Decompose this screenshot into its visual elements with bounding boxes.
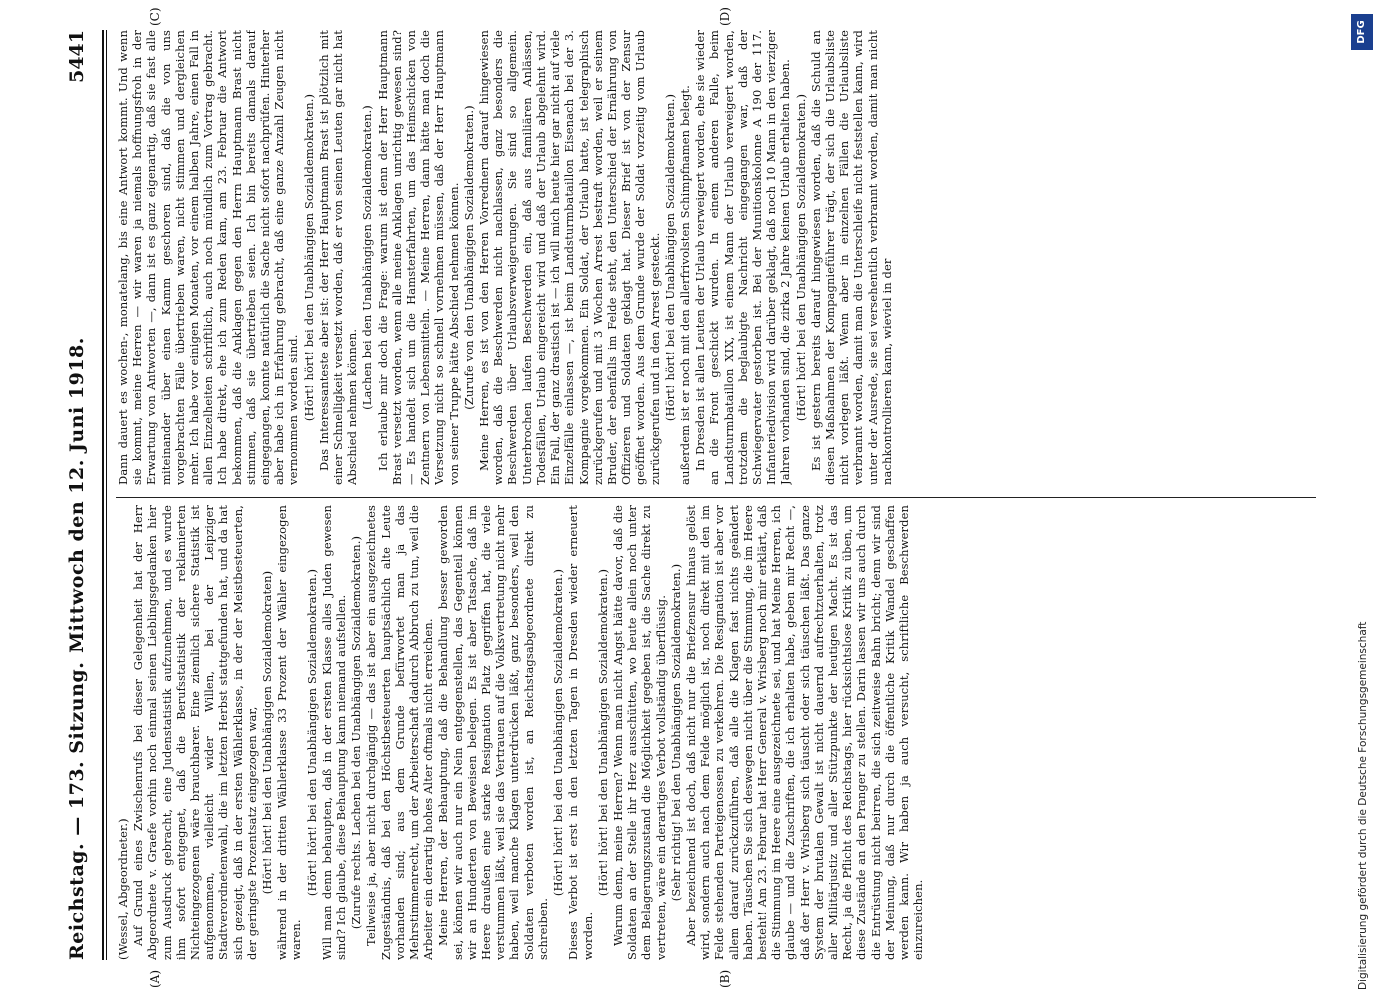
page-number: 5441 bbox=[66, 30, 88, 83]
paragraph: Ich erlaube mir doch die Frage: warum ist denn der Herr Hauptmann Brast versetzt worden, wenn alle meine Anklagen unrichtig gewesen sind? — Es handelt sich um die Hamsterfahrten, um das Heimschicken von Zentnern von Lebensmitteln. — Meine Herren, dann hätte man doch die Versetzung nicht so schnell vornehmen müssen, daß der Herr Hauptmann von seiner Truppe hätte Abschied nehmen können. bbox=[375, 30, 461, 485]
paragraph: außerdem ist er noch mit den allerfrivolsten Schimpfnamen belegt. bbox=[677, 85, 692, 485]
paragraph: Das Interessanteste aber ist: der Herr Hauptmann Brast ist plötzlich mit einer Schnelligkeit versetzt worden, daß er von seinen Leuten gar nicht hat Abschied nehmen können. bbox=[316, 30, 360, 485]
interjection: (Hört! hört! bei den Unabhängigen Sozialdemokraten.) bbox=[595, 568, 610, 897]
interjection: (Zurufe von den Unabhängigen Sozialdemokraten.) bbox=[461, 105, 476, 410]
paragraph: Will man denn behaupten, daß in der ersten Klasse alles Juden gewesen sind? Ich glaube, diese Behauptung kann niemand aufstellen. bbox=[319, 505, 349, 960]
paragraph: Meine Herren, es ist von den Herren Vorrednern darauf hingewiesen worden, daß die Beschwerden nicht nachlassen, ganz besonders die Beschwerden über Urlaubsverweigerungen. Sie sind so allgemein. Unterbrochen laufen Beschwerden ein, daß aus familiären Anlässen, Todesfällen, Urlaub eingereicht wird und daß der Urlaub abgelehnt wird. Ein Fall, der ganz drastisch ist — ich will mich heute hier gar nicht auf viele Einzelfälle einlassen —, ist beim Landsturmbataillon Eisenach bei der 3. Kompagnie vorgekommen. Ein Soldat, der Urlaub hatte, ist telegraphisch zurückgerufen und mit 3 Wochen Arrest bestraft worden, weil er seinem Bruder, der ebenfalls im Felde steht, den Unterschied der Ernährung von Offizieren und Soldaten geklagt hat. Dieser Brief ist von der Zensur geöffnet worden. Aus dem Grunde wurde der Soldat vorzeitig vom Urlaub zurückgerufen und in den Arrest gesteckt. bbox=[477, 30, 662, 485]
interjection: (Hört! hört! bei den Unabhängigen Sozialdemokraten.) bbox=[662, 93, 677, 422]
interjection: (Sehr richtig! bei den Unabhängigen Sozialdemokraten.) bbox=[668, 563, 683, 902]
rotated-page-content bbox=[18, 0, 1336, 1000]
speaker-line: (Wessel, Abgeordneter.) bbox=[116, 818, 130, 960]
interjection: (Lachen bei den Unabhängigen Sozialdemokraten.) bbox=[360, 105, 375, 410]
interjection: (Hört! hört! bei den Unabhängigen Sozialdemokraten.) bbox=[304, 568, 319, 897]
paragraph: Dieses Verbot ist erst in den letzten Tagen in Dresden wieder erneuert worden. bbox=[566, 505, 595, 960]
interjection: (Hört! hört! bei den Unabhängigen Sozialdemokraten.) bbox=[551, 568, 566, 897]
header-rule-thin bbox=[106, 30, 107, 960]
interjection: (Hört! hört! bei den Unabhängigen Sozialdemokraten) bbox=[260, 570, 275, 895]
text-column-right bbox=[116, 30, 1321, 485]
margin-marker-c: (C) bbox=[148, 7, 162, 26]
paragraph: Auf Grund eines Zwischenrufs bei dieser Gelegenheit hat der Herr Abgeordnete v. Graefe vorhin noch einmal seinen Lieblingsgedanken hier zum Ausdruck gebracht, eine Judenstatistik aufzunehmen, und es wurde ihm sofort entgegnet, daß die Berufsstatistik der reklamierten Nichteingezogenen wäre brauchbarer. Eine ziemlich sichere Statistik ist aufgenommen, vielleicht wider Willen, bei der Leipziger Stadtverordnetenwahl, die im letzten Herbst stattgefunden hat, und da hat sich gezeigt, daß in der ersten Wählerklasse, in der der Meistbesteuerten, der geringste Prozentsatz eingezogen war, bbox=[131, 505, 259, 960]
paragraph: In Dresden ist allen Leuten der Urlaub verweigert worden, ehe sie wieder an die Front geschickt wurden. In einem anderen Falle, beim Landsturmbataillon XIX, ist einem Mann der Urlaub verweigert worden, trotzdem die beglaubigte Nachricht eingegangen war, daß der Schwiegervater gestorben ist. Bei der Munitionskolonne A 190 der 117. Infanteriedivision wird darüber geklagt, daß noch 10 Mann in den vierziger Jahren vorhanden sind, die zirka 2 Jahre keinen Urlaub erhalten haben. bbox=[693, 30, 793, 485]
credit-text: Digitalisierung gefördert durch die Deutsche Forschungsgemeinschaft bbox=[1357, 621, 1369, 990]
paragraph: Es ist gestern bereits darauf hingewiesen worden, daß die Schuld an diesen Maßnahmen der Kompagnieführer trägt, der sich die Urlaubsliste nicht vorlegen läßt. Wenn aber in einzelnen Fällen die Urlaubsliste verbrannt worden, damit man die Unterschleife nicht feststellen kann, wird unter der Ausrede, sie sei versehentlich verbrannt worden, damit man nicht nachkontrollieren kann, wieviel in der bbox=[808, 30, 894, 485]
paragraph: Warum denn, meine Herren? Wenn man nicht Angst hätte davor, daß die Soldaten an der Stelle ihr Herz ausschütten, wo heute allein noch unter dem Belagerungszustand die Möglichkeit gegeben ist, die Sache direkt zu vertreten, wäre ein derartiges Verbot vollständig überflüssig. bbox=[610, 505, 668, 960]
text-column-left bbox=[116, 505, 1321, 960]
digitization-credit bbox=[1345, 8, 1383, 1000]
paragraph: Teilweise ja, aber nicht durchgängig — das ist aber ein ausgezeichnetes Zugeständnis, daß bei den Höchstbesteuerten hauptsächlich alte Leute vorhanden sind; aus dem Grunde befürwortet man ja das Mehrstimmenrecht, um der Arbeiterschaft dadurch Abbruch zu tun, weil die Arbeiter ein derartig hohes Alter oftmals nicht erreichen. bbox=[364, 505, 436, 960]
margin-marker-a: (A) bbox=[148, 969, 162, 988]
column-divider bbox=[116, 497, 1316, 498]
margin-marker-d: (D) bbox=[718, 7, 732, 26]
paragraph: Meine Herren, der Behauptung, daß die Behandlung besser geworden sei, können wir auch nur ein Nein entgegenstellen, das Gegenteil können wir an Hunderten von Beweisen belegen. Es ist aber Tatsache, daß im Heere draußen eine starke Resignation Platz gegriffen hat, die viele verstummen läßt, weil sie das Vertrauen auf die Volksvertretung nicht mehr haben, weil manche Klagen unterdrücken läßt, ganz besonders, weil den Soldaten verboten worden ist, an Reichstagsabgeordnete direkt zu schreiben. bbox=[436, 505, 550, 960]
header-left: Reichstag. — 173. Sitzung. bbox=[66, 661, 88, 960]
header-rule bbox=[102, 30, 104, 960]
page-header bbox=[60, 30, 100, 960]
header-date: Mittwoch den 12. Juni 1918. bbox=[66, 337, 88, 653]
margin-marker-b: (B) bbox=[718, 969, 732, 988]
interjection: (Zurufe rechts. Lachen bei den Unabhängigen Sozialdemokraten.) bbox=[349, 535, 364, 930]
scanned-page bbox=[18, 0, 1336, 1000]
paragraph: Aber bezeichnend ist doch, daß nicht nur die Briefzensur hinaus gelöst wird, sondern auch nach dem Felde möglich ist, noch direkt mit den im Felde stehenden Parteigenossen zu verkehren. Die Resignation ist aber vor allem darauf zurückzuführen, daß alle die Klagen fast nichts geändert haben. Täuschen Sie sich deswegen nicht über die Stimmung, die im Heere besteht! Am 23. Februar hat Herr General v. Wrisberg noch mir erklärt, daß die Stimmung im Heere eine ausgezeichnete sei, und hat Meine Herren, ich glaube — und die Zuschriften, die ich erhalten habe, geben mir Recht —, daß der Herr v. Wrisberg sich täuscht oder sich täuschen läßt. Das ganze System der brutalen Gewalt ist nicht dauernd aufrechtzuerhalten, trotz aller Militärjustiz und aller Stützpunkte der heutigen Macht. Es ist das Recht, ja die Pflicht des Reichstags, hier rücksichtslose Kritik zu üben, um diese Zustände an den Pranger zu stellen. Darin lassen wir uns auch durch die Entrüstung nicht beirren, die sich zeitweise Bahn bricht; denn wir sind der Meinung, daß nur durch die öffentliche Kritik Wandel geschaffen werden kann. Wir haben ja auch versucht, schriftliche Beschwerden einzureichen. bbox=[683, 505, 926, 960]
paragraph: während in der dritten Wählerklasse 33 Prozent der Wähler eingezogen waren. bbox=[275, 505, 304, 960]
dfg-logo: DFG bbox=[1351, 14, 1373, 50]
paragraph: Dann dauert es wochen-, monatelang, bis eine Antwort kommt. Und wenn sie kommt, meine Herren — wir waren ja niemals hoffnungsfroh in der Erwartung von Antworten —, dann ist es ganz eigenartig, daß sie fast alle miteinander über einen Kamm geschoren sind, daß die von uns vorgebrachten Fälle übertrieben waren, nicht stimmen und dergleichen mehr. Ich habe vor einigen Monaten, vor einem halben Jahre, einen Fall in allen Einzelheiten schriftlich, auch noch mündlich zum Vortrag gebracht. Ich habe direkt, ehe ich zum Reden kam, am 23. Februar die Antwort bekommen, daß die Anklagen gegen den Herrn Hauptmann Brast nicht stimmen, daß sie übertrieben seien. Ich bin bereits damals darauf eingegangen, konnte natürlich die Sache nicht sofort nachprüfen. Hinterher aber habe ich in Erfahrung gebracht, daß eine ganze Anzahl Zeugen nicht vernommen worden sind. bbox=[116, 30, 301, 485]
interjection: (Hört! hört! bei den Unabhängigen Sozialdemokraten.) bbox=[793, 93, 808, 422]
interjection: (Hört! hört! bei den Unabhängigen Sozialdemokraten.) bbox=[301, 93, 316, 422]
